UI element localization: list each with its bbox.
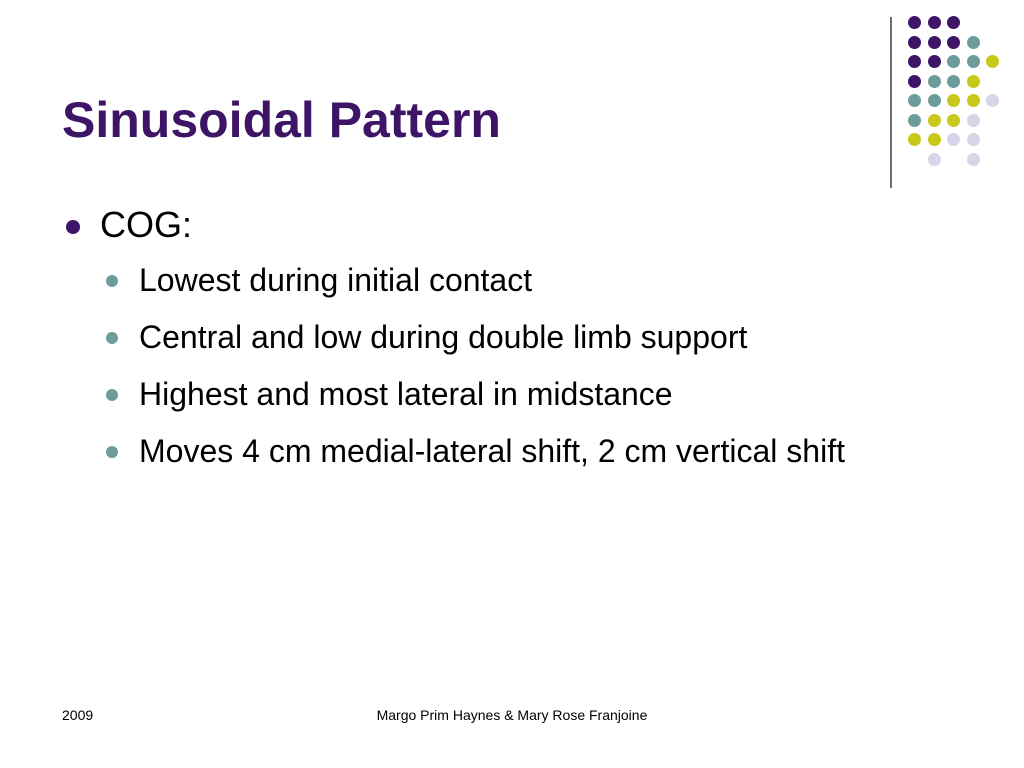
sub-bullet-item (62, 429, 939, 474)
sub-bullet-item (62, 315, 939, 360)
bullet-item (62, 200, 942, 254)
decor-dot (947, 133, 960, 146)
slide-body (62, 200, 942, 486)
decor-dot (928, 75, 941, 88)
decor-dot (947, 16, 960, 29)
decor-dot (986, 94, 999, 107)
decor-dot (928, 55, 941, 68)
footer-authors: Margo Prim Haynes & Mary Rose Franjoine (376, 707, 648, 723)
decor-dot (908, 94, 921, 107)
decor-dot (986, 55, 999, 68)
decor-dot (967, 114, 980, 127)
sub-bullet-text: Lowest during initial contact (139, 262, 533, 298)
decor-dot (908, 36, 921, 49)
decor-dot (928, 114, 941, 127)
decor-dot (967, 75, 980, 88)
sub-bullet-icon (106, 275, 118, 287)
sub-bullet-text: Highest and most lateral in midstance (139, 376, 673, 412)
sub-bullet-item (62, 372, 939, 417)
decor-dot (967, 153, 980, 166)
decor-dot (947, 94, 960, 107)
decor-dot (928, 16, 941, 29)
footer-authors-wrapper (0, 706, 1024, 724)
decor-dot (908, 114, 921, 127)
decor-dot (908, 16, 921, 29)
decor-dot (967, 133, 980, 146)
sub-bullet-icon (106, 446, 118, 458)
decor-dot (928, 133, 941, 146)
decor-dot (967, 94, 980, 107)
decor-dot (928, 36, 941, 49)
bullet-text: COG: (100, 204, 193, 245)
dot-grid-icon (908, 16, 1008, 166)
decor-dot (947, 36, 960, 49)
sub-bullet-icon (106, 389, 118, 401)
bullet-icon (66, 220, 80, 234)
decor-dot (928, 153, 941, 166)
footer-year: 2009 (62, 707, 94, 723)
sub-bullet-item (62, 258, 939, 303)
decor-dot (908, 55, 921, 68)
sub-bullet-text: Moves 4 cm medial-lateral shift, 2 cm vertical shift (139, 433, 845, 469)
decor-dot (947, 75, 960, 88)
sub-bullet-icon (106, 332, 118, 344)
title-divider (890, 17, 892, 188)
decor-dot (967, 36, 980, 49)
decor-dot (967, 55, 980, 68)
decor-dot (908, 133, 921, 146)
decor-dot (928, 94, 941, 107)
decor-dot (947, 114, 960, 127)
slide-title: Sinusoidal Pattern (62, 92, 501, 148)
decor-dot (947, 55, 960, 68)
sub-bullet-list (62, 258, 942, 474)
decor-dot (908, 75, 921, 88)
sub-bullet-text: Central and low during double limb support (139, 319, 748, 355)
